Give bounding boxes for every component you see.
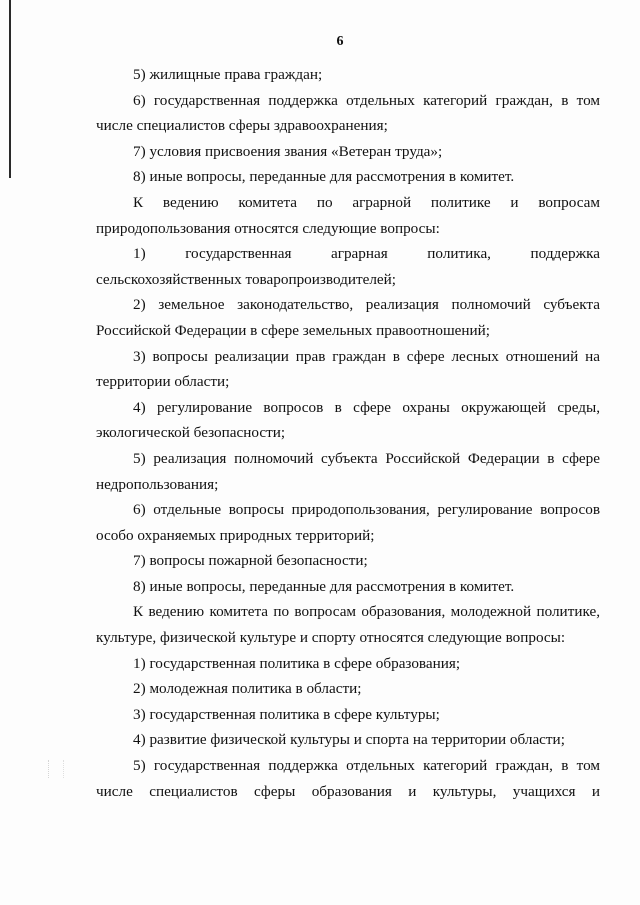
paragraph: 8) иные вопросы, переданные для рассмотрения в комитет. xyxy=(133,577,515,595)
scan-edge-line xyxy=(9,0,11,178)
scan-artifact xyxy=(48,760,64,778)
paragraph: 8) иные вопросы, переданные для рассмотрения в комитет. xyxy=(133,168,515,186)
page-number: 6 xyxy=(336,34,344,49)
paragraph: 3) государственная политика в сфере культуры; xyxy=(133,705,440,723)
paragraph: 6) отдельные вопросы природопользования, регулирование вопросов особо охраняемых природных территорий; xyxy=(96,501,600,544)
paragraph: 1) государственная политика в сфере образования; xyxy=(133,654,461,672)
paragraph: 5) государственная поддержка отдельных категорий граждан, в том числе специалистов сферы образования и культуры, учащихся и xyxy=(96,757,600,800)
paragraph: 4) развитие физической культуры и спорта на территории области; xyxy=(133,731,565,749)
paragraph: 2) земельное законодательство, реализация полномочий субъекта Российской Федерации в сфере земельных правоотношений; xyxy=(96,296,600,339)
paragraph: 6) государственная поддержка отдельных категорий граждан, в том числе специалистов сферы здравоохранения; xyxy=(96,91,600,135)
paragraph: 4) регулирование вопросов в сфере охраны окружающей среды, экологической безопасности; xyxy=(96,398,600,442)
document-body xyxy=(96,62,600,804)
paragraph: 3) вопросы реализации прав граждан в сфере лесных отношений на территории области; xyxy=(96,347,600,391)
paragraph: К ведению комитета по вопросам образования, молодежной политике, культуре, физической культуре и спорту относятся следующие вопросы: xyxy=(96,603,600,647)
paragraph: 7) условия присвоения звания «Ветеран труда»; xyxy=(133,142,443,160)
paragraph: 1) государственная аграрная политика, поддержка сельскохозяйственных товаропроизводителей; xyxy=(96,245,600,288)
paragraph: К ведению комитета по аграрной политике и вопросам природопользования относятся следующие вопросы: xyxy=(96,193,600,237)
paragraph: 7) вопросы пожарной безопасности; xyxy=(133,552,368,570)
paragraph: 2) молодежная политика в области; xyxy=(133,680,362,698)
paragraph: 5) жилищные права граждан; xyxy=(133,66,323,83)
paragraph: 5) реализация полномочий субъекта Российской Федерации в сфере недропользования; xyxy=(96,449,600,493)
